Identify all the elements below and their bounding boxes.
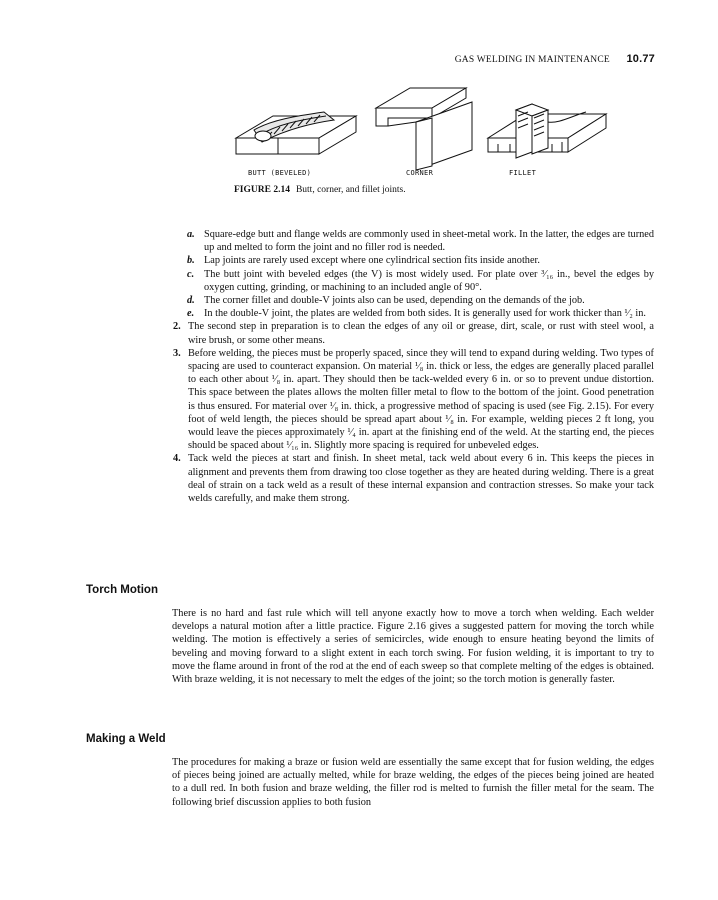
caption-number: FIGURE 2.14	[234, 185, 290, 195]
item-text: Before welding, the pieces must be properly spaced, since they will tend to expand during welding. Two types of spacing are used to counteract expansion. On material ¹⁄₈ in. thick or less, the edges are generally placed parallel to each other about ¹⁄₈ in. apart. They should then be tack-welded every 6 in. or so to prevent undue distortion. This space between the plates allows the molten filler metal to flow to the bottom of the joint. Good penetration is thus ensured. For material over ¹⁄₈ in. thick, a progressive method of spacing is used (see Fig. 2.15). For every foot of weld length, the pieces should be spread apart about ¹⁄₈ in. For example, welding pieces 2 ft long, you would leave the pieces approximately ¹⁄₄ in. apart at the finishing end of the weld. At the starting end, the pieces should be spaced about ¹⁄₁₆ in. Slightly more spacing is required for unbeveled edges.	[188, 347, 654, 452]
figure-caption	[234, 185, 406, 195]
item-text: Lap joints are rarely used except where one cylindrical section fits inside another.	[204, 255, 540, 267]
item-label: e.	[187, 308, 195, 320]
paragraph-text: The procedures for making a braze or fusion weld are essentially the same except that for fusion welding, the edges of pieces being joined are actually melted, while for braze welding, the edges of the pieces being joined are heated to a dull red. In both fusion and braze welding, the filler rod is melted to furnish the filler metal for the seam. The following brief discussion applies to both fusion	[172, 757, 654, 808]
section-title-making-a-weld: Making a Weld	[86, 733, 166, 745]
item-label: c.	[187, 268, 195, 280]
preparation-list	[172, 228, 654, 505]
running-head	[455, 53, 655, 65]
fillet-joint-drawing	[488, 104, 606, 158]
item-label: a.	[187, 229, 195, 240]
figure-joints	[226, 72, 666, 202]
label-fillet: FILLET	[509, 169, 537, 177]
list-item	[172, 347, 654, 453]
corner-joint-drawing	[376, 88, 472, 170]
list-item	[172, 294, 654, 307]
item-label: d.	[187, 295, 195, 307]
making-a-weld-paragraph	[172, 756, 654, 809]
section-title-torch-motion: Torch Motion	[86, 584, 158, 596]
item-text: In the double-V joint, the plates are welded from both sides. It is generally used for work thicker than ¹⁄₂ in.	[204, 308, 646, 320]
running-title: GAS WELDING IN MAINTENANCE	[454, 55, 610, 65]
caption-text: Butt, corner, and fillet joints.	[295, 185, 406, 195]
label-butt: BUTT (BEVELED)	[248, 169, 312, 177]
item-label: 3.	[173, 347, 181, 359]
page-number: 10.77	[626, 53, 655, 65]
item-label: 2.	[173, 321, 181, 333]
list-item	[172, 228, 654, 254]
item-label: 4.	[173, 453, 181, 465]
label-corner: CORNER	[406, 169, 434, 177]
list-item	[172, 452, 654, 505]
item-text: Square-edge butt and flange welds are commonly used in sheet-metal work. In the latter, the edges are turned up and melted to form the joint and no filler rod is needed.	[204, 229, 654, 254]
butt-joint-drawing	[236, 112, 356, 154]
list-item	[172, 268, 654, 294]
list-item	[172, 307, 654, 320]
paragraph-text: There is no hard and fast rule which will tell anyone exactly how to move a torch when welding. Each welder develops a natural motion after a little practice. Figure 2.16 gives a suggested pattern for moving the torch while welding. The motion is effectively a series of semicircles, wide enough to ensure heating beyond the limits of beveling and moving forward to a slight extent in each torch swing. For fusion welding, it is important to try to move the flame around in front of the rod at the end of each sweep so that complete melting of the edges is obtained. With braze welding, it is not necessary to melt the edges of the joint; so the torch motion is generally faster.	[172, 608, 654, 686]
item-text: Tack weld the pieces at start and finish. In sheet metal, tack weld about every 6 in. This keeps the pieces in alignment and prevents them from drawing too close together as they are heated during welding. There is a great deal of strain on a tack weld as a result of these internal expansion and contraction stresses. So make your tack welds carefully, and make them strong.	[188, 453, 654, 505]
list-item	[172, 320, 654, 346]
item-text: The second step in preparation is to clean the edges of any oil or grease, dirt, scale, or rust with steel wool, a wire brush, or some other means.	[188, 321, 654, 346]
item-label: b.	[187, 255, 195, 267]
item-text: The butt joint with beveled edges (the V) is most widely used. For plate over ³⁄₁₆ in., bevel the edges by oxygen cutting, grinding, or machining to an included angle of 90°.	[204, 268, 654, 293]
joints-illustration	[226, 72, 666, 202]
item-text: The corner fillet and double-V joints also can be used, depending on the demands of the job.	[204, 295, 585, 307]
torch-motion-paragraph	[172, 607, 654, 686]
list-item	[172, 254, 654, 267]
